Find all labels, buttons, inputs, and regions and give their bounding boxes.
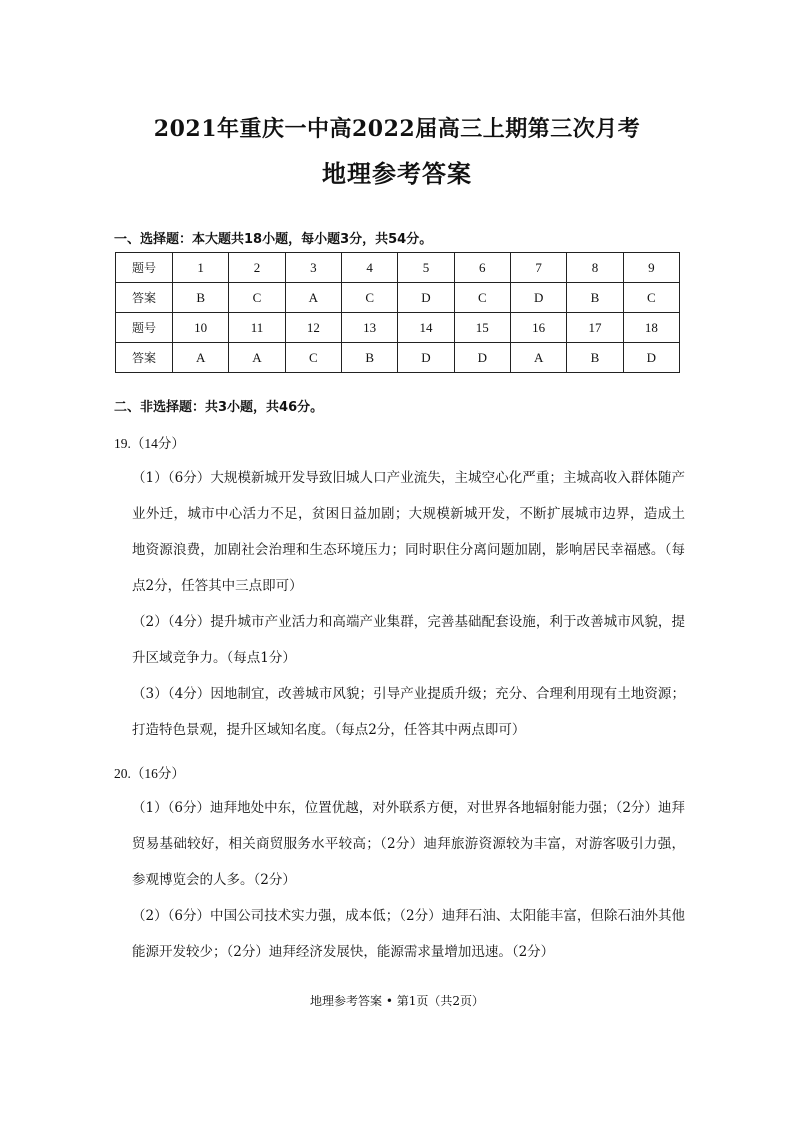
section1-heading: 一、选择题：本大题共18小题，每小题3分，共54分。 — [114, 232, 433, 247]
answer-cell: A — [285, 283, 341, 313]
answer-cell: B — [173, 283, 229, 313]
question-number: 13 — [341, 313, 397, 343]
answer-cell: D — [454, 343, 510, 373]
question-number: 6 — [454, 253, 510, 283]
row-label: 答案 — [116, 343, 173, 373]
row-label: 题号 — [116, 253, 173, 283]
answer-cell: D — [398, 343, 454, 373]
question-number: 11 — [229, 313, 285, 343]
question-number: 10 — [173, 313, 229, 343]
answer-cell: B — [341, 343, 397, 373]
answer-cell: C — [454, 283, 510, 313]
question-number: 9 — [623, 253, 679, 283]
table-row — [116, 253, 680, 283]
question-19-label: 19.（14分） — [114, 436, 185, 451]
question-19-part-3: （3）（4分）因地制宜，改善城市风貌；引导产业提质升级；充分、合理利用现有土地资源；打造特色景观，提升区域知名度。（每点2分，任答其中两点即可） — [132, 686, 685, 738]
section2-heading: 二、非选择题：共3小题，共46分。 — [114, 400, 324, 415]
table-row — [116, 343, 680, 373]
answer-cell: A — [510, 343, 566, 373]
answer-cell: A — [173, 343, 229, 373]
table-row — [116, 283, 680, 313]
question-number: 14 — [398, 313, 454, 343]
question-number: 15 — [454, 313, 510, 343]
question-20-part-2: （2）（6分）中国公司技术实力强，成本低；（2分）迪拜石油、太阳能丰富，但除石油外其他能源开发较少；（2分）迪拜经济发展快，能源需求量增加迅速。（2分） — [132, 908, 685, 960]
answer-cell: A — [229, 343, 285, 373]
question-20-part-1: （1）（6分）迪拜地处中东，位置优越，对外联系方便，对世界各地辐射能力强；（2分）迪拜贸易基础较好，相关商贸服务水平较高；（2分）迪拜旅游资源较为丰富，对游客吸引力强，参观博览会的人多。（2分） — [132, 800, 685, 888]
answer-cell: B — [567, 343, 623, 373]
answer-cell: D — [510, 283, 566, 313]
answer-cell: C — [623, 283, 679, 313]
question-number: 1 — [173, 253, 229, 283]
answer-cell: C — [285, 343, 341, 373]
answer-cell: C — [341, 283, 397, 313]
question-number: 7 — [510, 253, 566, 283]
question-number: 12 — [285, 313, 341, 343]
question-number: 5 — [398, 253, 454, 283]
page-footer: 地理参考答案 • 第1页（共2页） — [310, 994, 484, 1008]
question-19-part-1: （1）（6分）大规模新城开发导致旧城人口产业流失，主城空心化严重；主城高收入群体随产业外迁，城市中心活力不足，贫困日益加剧；大规模新城开发，不断扩展城市边界，造成土地资源浪费，加剧社会治理和生态环境压力；同时职住分离问题加剧，影响居民幸福感。（每点2分，任答其中三点即可） — [132, 470, 685, 594]
answer-cell: D — [623, 343, 679, 373]
question-number: 8 — [567, 253, 623, 283]
table-row — [116, 313, 680, 343]
document-subtitle: 地理参考答案 — [322, 159, 472, 188]
question-20-label: 20.（16分） — [114, 766, 185, 781]
answer-cell: C — [229, 283, 285, 313]
answer-table — [115, 252, 680, 373]
answer-cell: D — [398, 283, 454, 313]
answer-cell: B — [567, 283, 623, 313]
question-number: 16 — [510, 313, 566, 343]
row-label: 题号 — [116, 313, 173, 343]
row-label: 答案 — [116, 283, 173, 313]
exam-title: 2021年重庆一中高2022届高三上期第三次月考 — [153, 116, 641, 142]
question-number: 17 — [567, 313, 623, 343]
question-number: 2 — [229, 253, 285, 283]
question-19-part-2: （2）（4分）提升城市产业活力和高端产业集群，完善基础配套设施，利于改善城市风貌，提升区域竞争力。（每点1分） — [132, 614, 685, 666]
question-number: 3 — [285, 253, 341, 283]
question-number: 4 — [341, 253, 397, 283]
question-number: 18 — [623, 313, 679, 343]
